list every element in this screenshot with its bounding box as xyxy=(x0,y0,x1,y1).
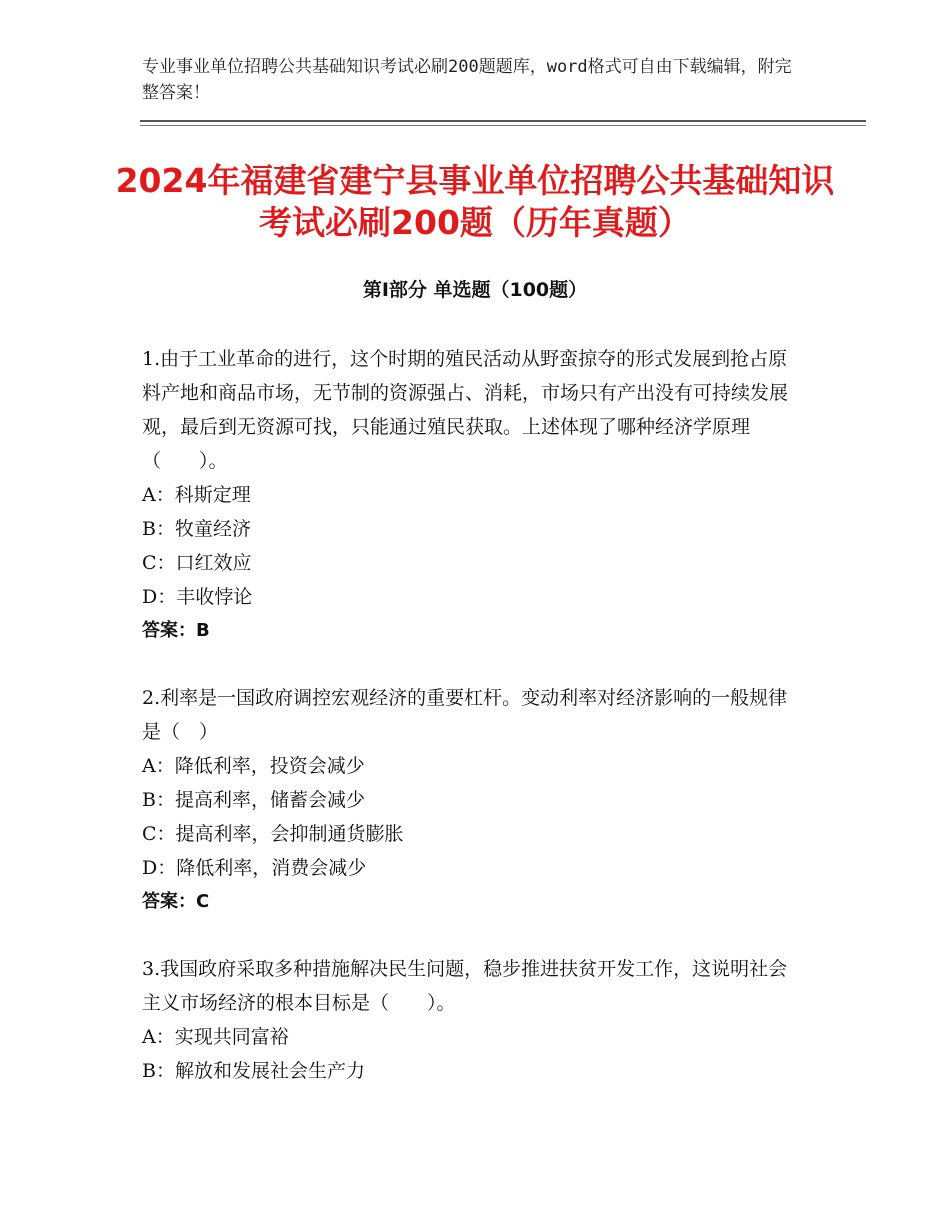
question-stem: 1.由于工业革命的进行，这个时期的殖民活动从野蛮掠夺的形式发展到抢占原料产地和商品市场，无节制的资源强占、消耗，市场只有产出没有可持续发展观，最后到无资源可找，只能通过殖民获取。上述体现了哪种经济学原理（ ）。 xyxy=(142,348,789,472)
answer-label: 答案：B xyxy=(142,620,210,641)
option-b: B：提高利率，储蓄会减少 xyxy=(142,789,365,811)
option-a: A：科斯定理 xyxy=(142,484,251,506)
header-rule-thin xyxy=(140,125,866,126)
question-item xyxy=(142,342,802,648)
question-list xyxy=(142,342,802,1121)
question-stem: 2.利率是一国政府调控宏观经济的重要杠杆。变动利率对经济影响的一般规律是（ ） xyxy=(142,687,788,743)
option-b: B：牧童经济 xyxy=(142,518,251,540)
option-a: A：实现共同富裕 xyxy=(142,1026,289,1048)
option-c: C：口红效应 xyxy=(142,552,252,574)
option-d: D：丰收悖论 xyxy=(142,586,253,608)
question-item xyxy=(142,681,802,919)
header-note: 专业事业单位招聘公共基础知识考试必刷200题题库，word格式可自由下载编辑，附完整答案！ xyxy=(142,57,792,103)
answer-label: 答案：C xyxy=(142,891,210,912)
header-rule xyxy=(140,120,866,122)
question-item xyxy=(142,952,802,1088)
option-d: D：降低利率，消费会减少 xyxy=(142,857,367,879)
document-title: 2024年福建省建宁县事业单位招聘公共基础知识考试必刷200题（历年真题） xyxy=(115,161,835,242)
option-a: A：降低利率，投资会减少 xyxy=(142,755,365,777)
question-stem: 3.我国政府采取多种措施解决民生问题，稳步推进扶贫开发工作，这说明社会主义市场经济的根本目标是（ ）。 xyxy=(142,958,788,1014)
option-b: B：解放和发展社会生产力 xyxy=(142,1060,365,1082)
section-title: 第Ⅰ部分 单选题（100题） xyxy=(362,279,588,301)
option-c: C：提高利率，会抑制通货膨胀 xyxy=(142,823,404,845)
